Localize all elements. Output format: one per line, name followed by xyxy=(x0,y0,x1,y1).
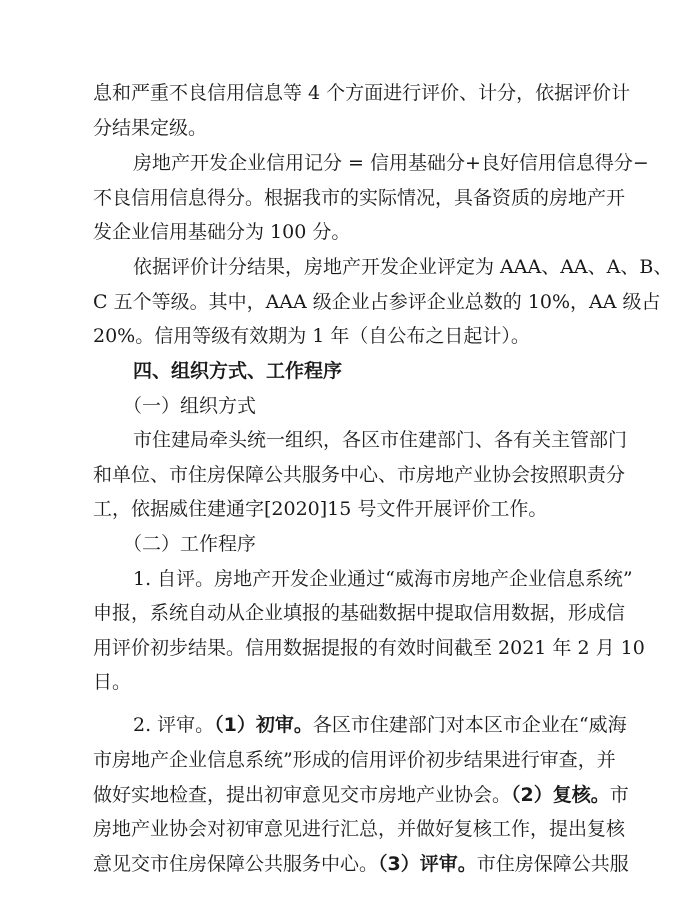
paragraph-line: 房地产业协会对初审意见进行汇总，并做好复核工作，提出复核 xyxy=(93,818,626,840)
paragraph-line: 用评价初步结果。信用数据提报的有效时间截至 2021 年 2 月 10 xyxy=(93,637,645,659)
paragraph-line: 和单位、市住房保障公共服务中心、市房地产业协会按照职责分 xyxy=(93,464,626,486)
review-text: 各区市住建部门对本区市企业在“威海 xyxy=(312,714,627,736)
review-line xyxy=(133,712,627,738)
paragraph-line: 日。 xyxy=(93,671,132,693)
review-step-label: 2. 评审。 xyxy=(133,714,215,736)
paragraph-line xyxy=(93,782,629,808)
paragraph-line: 市房地产企业信息系统”形成的信用评价初步结果进行审查，并 xyxy=(93,749,616,771)
paragraph-line: 房地产开发企业信用记分 = 信用基础分+良好信用信息得分− xyxy=(133,152,649,174)
paragraph-line: 市住建局牵头统一组织，各区市住建部门、各有关主管部门 xyxy=(133,429,628,451)
paragraph-text: 做好实地检查，提出初审意见交市房地产业协会。 xyxy=(93,784,512,806)
paragraph-line xyxy=(93,851,629,877)
paragraph-text: 市 xyxy=(609,784,629,806)
paragraph-line: 20%。信用等级有效期为 1 年（自公布之日起计）。 xyxy=(93,325,530,347)
final-review-label: （3）评审。 xyxy=(378,853,477,875)
subsection-heading: （二）工作程序 xyxy=(123,533,257,555)
paragraph-line: C 五个等级。其中，AAA 级企业占参评企业总数的 10%，AA 级占 xyxy=(93,291,661,313)
paragraph-text: 意见交市住房保障公共服务中心。 xyxy=(93,853,379,875)
subsection-heading: （一）组织方式 xyxy=(123,395,257,417)
initial-review-label: （1）初审。 xyxy=(214,714,313,736)
paragraph-line: 发企业信用基础分为 100 分。 xyxy=(93,221,351,243)
section-heading: 四、组织方式、工作程序 xyxy=(133,360,343,382)
recheck-label: （2）复核。 xyxy=(511,784,610,806)
paragraph-line: 不良信用信息得分。根据我市的实际情况，具备资质的房地产开 xyxy=(93,187,626,209)
paragraph-line: 息和严重不良信用信息等 4 个方面进行评价、计分，依据评价计 xyxy=(93,82,631,104)
paragraph-text: 市住房保障公共服 xyxy=(476,853,629,875)
paragraph-line: 依据评价计分结果，房地产开发企业评定为 AAA、AA、A、B、 xyxy=(133,256,673,278)
paragraph-line: 分结果定级。 xyxy=(93,117,208,139)
paragraph-line: 工，依据威住建通字[2020]15 号文件开展评价工作。 xyxy=(93,498,548,520)
paragraph-line: 申报，系统自动从企业填报的基础数据中提取信用数据，形成信 xyxy=(93,602,626,624)
paragraph-line: 1. 自评。房地产开发企业通过“威海市房地产企业信息系统” xyxy=(133,568,633,590)
